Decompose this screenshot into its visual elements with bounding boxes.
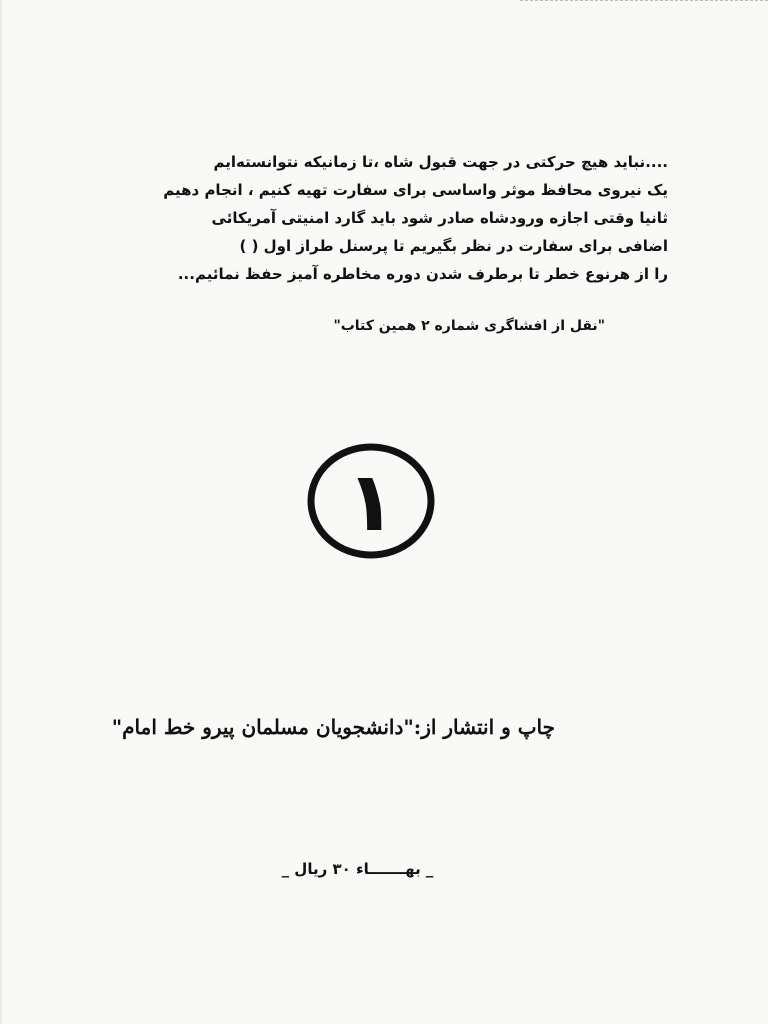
volume-number-badge <box>306 442 436 560</box>
page-edge-top <box>520 0 768 4</box>
volume-number: ۱ <box>345 455 397 550</box>
quote-source: "نقل از افشاگری شماره ۲ همین کتاب" <box>333 318 605 334</box>
price-line: _ بهـــــــاء ۳۰ ریال _ <box>281 860 434 878</box>
quote-line: یک نیروی محافظ موثر واساسی برای سفارت تهیه کنیم ، انجام دهیم <box>163 181 668 199</box>
volume-number-circle <box>306 442 436 560</box>
quote-line: ....نباید هیچ حرکتی در جهت قبول شاه ،تا زمانیکه نتوانسته‌ایم <box>213 153 668 171</box>
publisher-line: چاپ و انتشار از:"دانشجویان مسلمان پیرو خط امام" <box>111 715 555 739</box>
quote-block <box>80 148 668 288</box>
page-edge-left <box>0 0 3 1024</box>
quote-line: اضافی برای سفارت در نظر بگیریم تا پرسنل طراز اول ( ) <box>239 237 668 255</box>
quote-line: ثانیا وقتی اجازه ورودشاه صادر شود باید گارد امنیتی آمریکائی <box>211 209 668 227</box>
quote-line: را از هرنوع خطر تا برطرف شدن دوره مخاطره آمیز حفظ نمائیم... <box>177 265 668 283</box>
